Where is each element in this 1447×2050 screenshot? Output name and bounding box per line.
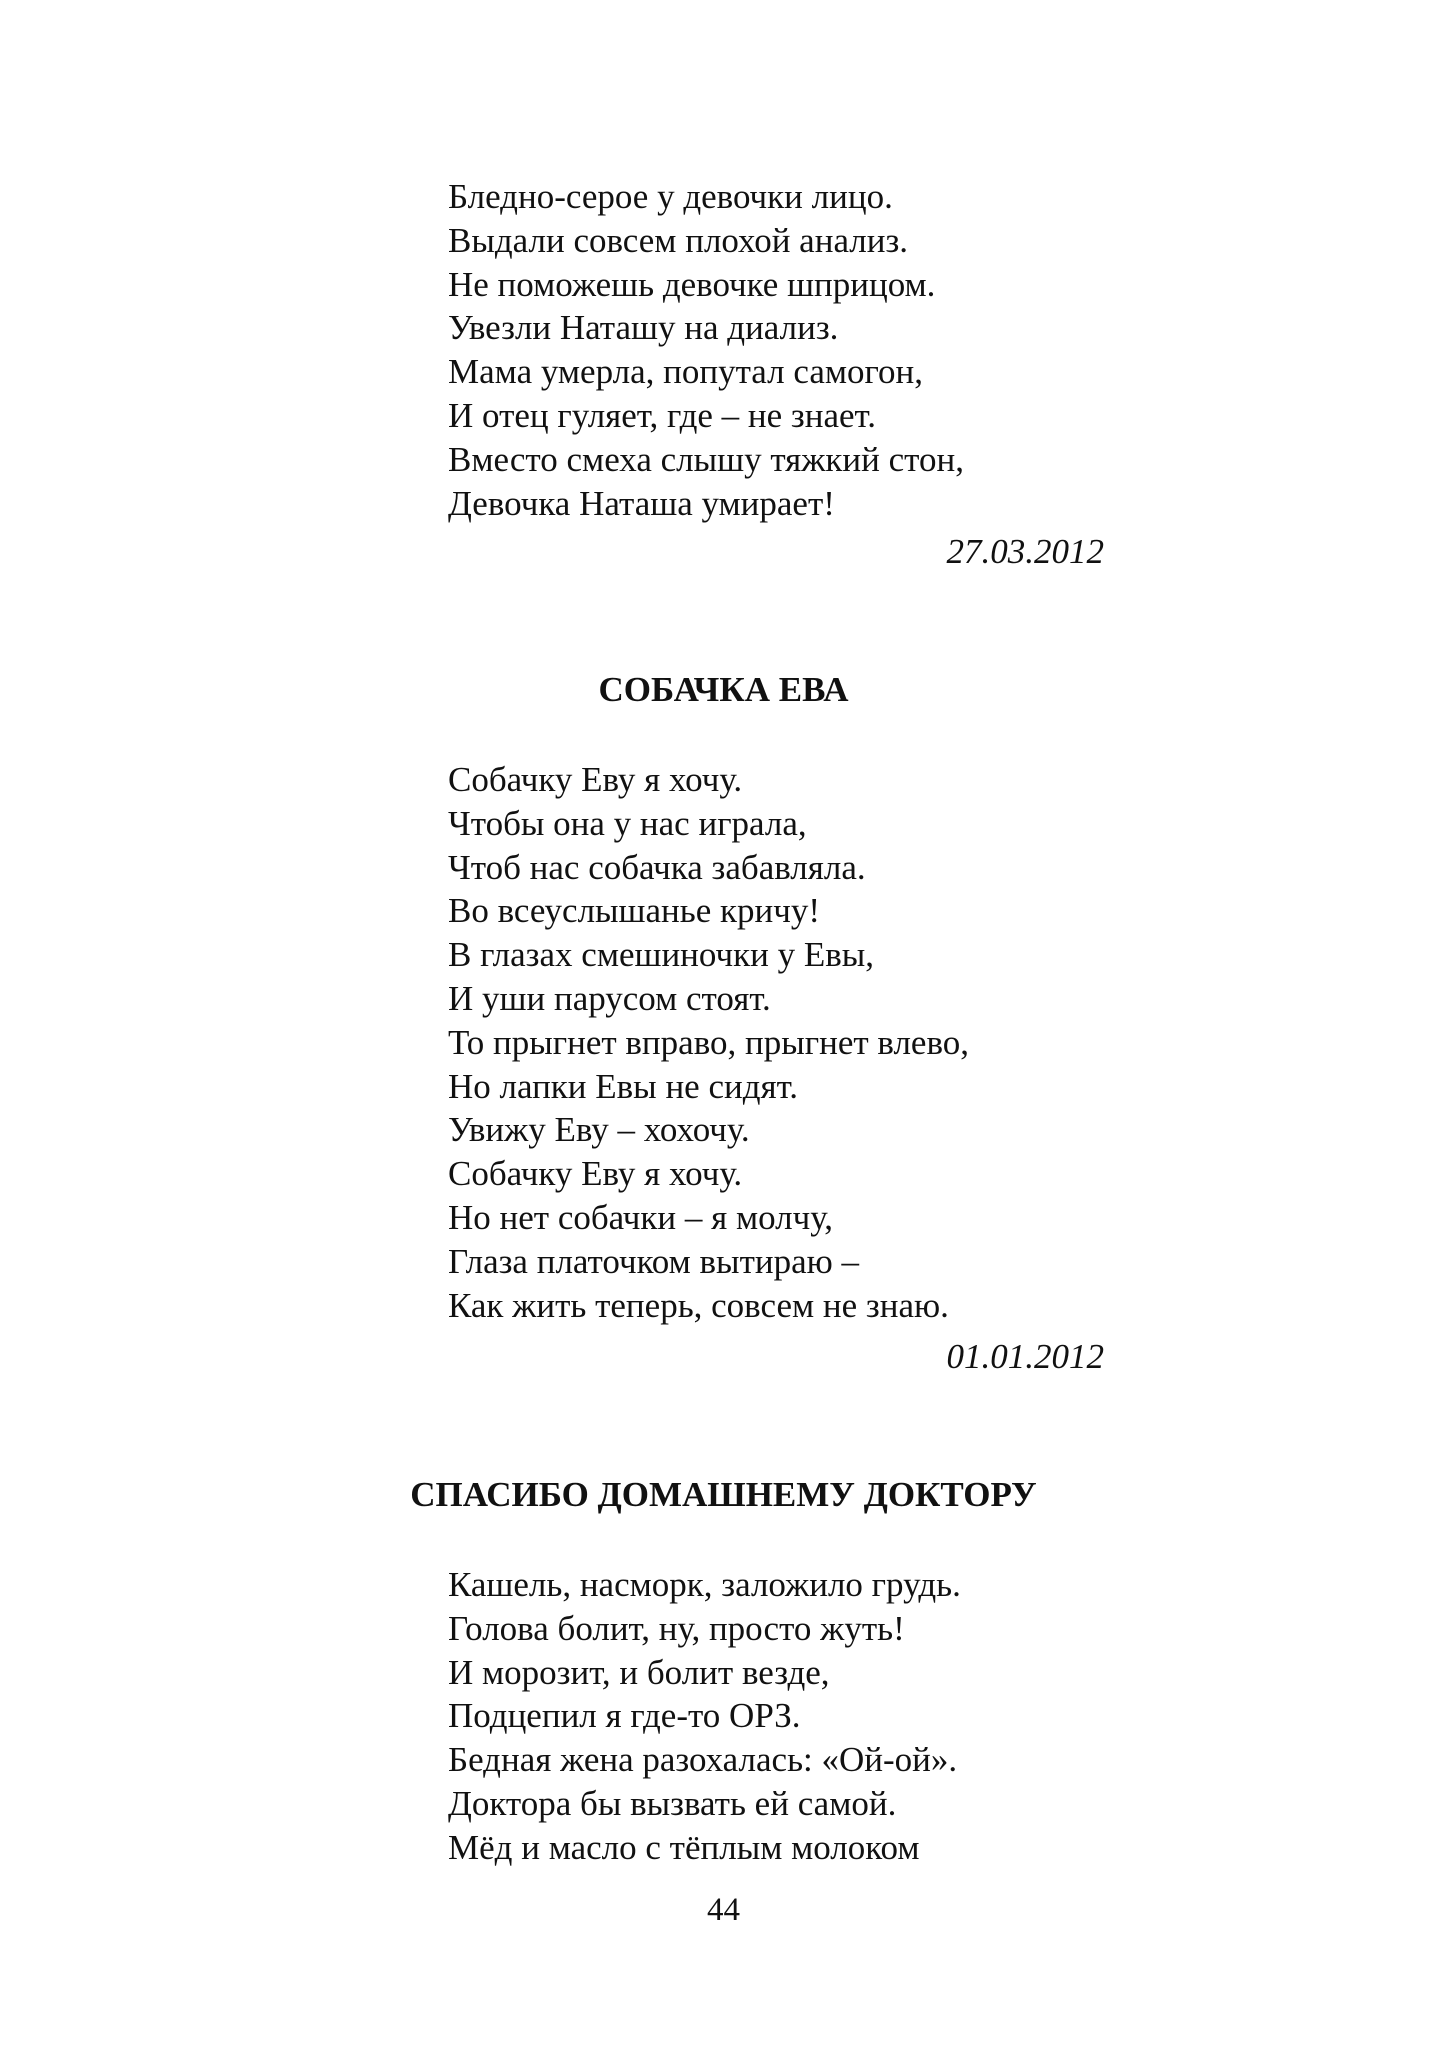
poem-line: Собачку Еву я хочу.	[448, 760, 743, 799]
poem-line: Увижу Еву – хохочу.	[448, 1110, 750, 1150]
poem-line: Но лапки Евы не сидят.	[448, 1066, 799, 1106]
poem-line: Кашель, насморк, заложило грудь.	[448, 1565, 961, 1604]
poem-line: Мама умерла, попутал самогон,	[448, 352, 923, 392]
poem-line: Девочка Наташа умирает!	[448, 483, 835, 523]
poem-line: Увезли Наташу на диализ.	[448, 308, 839, 348]
poem-line: Бедная жена разохалась: «Ой-ой».	[448, 1740, 958, 1780]
poem-line: И уши парусом стоят.	[448, 978, 771, 1018]
poem-line: Во всеуслышанье кричу!	[448, 891, 821, 931]
poem-title: СПАСИБО ДОМАШНЕМУ ДОКТОРУ	[410, 1475, 1037, 1514]
page-number: 44	[707, 1892, 740, 1928]
poem-line: Бледно-серое у девочки лицо.	[448, 177, 893, 216]
poem-line: Вместо смеха слышу тяжкий стон,	[448, 439, 964, 479]
poem-stanza	[448, 175, 1108, 525]
poem-line: То прыгнет вправо, прыгнет влево,	[448, 1022, 970, 1062]
poem-line: Глаза платочком вытираю –	[448, 1241, 860, 1281]
poem-line: Собачку Еву я хочу.	[448, 1154, 743, 1194]
poem-line: И отец гуляет, где – не знает.	[448, 395, 876, 435]
poem-stanza	[448, 1563, 1108, 1870]
poem-line: Подцепил я где-то ОРЗ.	[448, 1696, 801, 1736]
poem-line: Чтобы она у нас играла,	[448, 803, 807, 843]
poem-line: В глазах смешиночки у Евы,	[448, 935, 875, 975]
poem-line: Голова болит, ну, просто жуть!	[448, 1608, 905, 1648]
poem-line: Как жить теперь, совсем не знаю.	[448, 1285, 949, 1325]
poem-line: Мёд и масло с тёплым молоком	[448, 1827, 920, 1867]
poem-line: И морозит, и болит везде,	[448, 1652, 830, 1692]
poem-line: Чтоб нас собачка забавляла.	[448, 847, 866, 887]
poem-date: 27.03.2012	[946, 532, 1104, 571]
poem-stanza	[448, 758, 1108, 1327]
poem-date: 01.01.2012	[946, 1337, 1104, 1376]
poem-title: СОБАЧКА ЕВА	[598, 670, 849, 709]
poem-line: Не поможешь девочке шприцом.	[448, 264, 936, 304]
poem-line: Доктора бы вызвать ей самой.	[448, 1783, 897, 1823]
poem-line: Выдали совсем плохой анализ.	[448, 220, 909, 260]
poem-line: Но нет собачки – я молчу,	[448, 1197, 833, 1237]
